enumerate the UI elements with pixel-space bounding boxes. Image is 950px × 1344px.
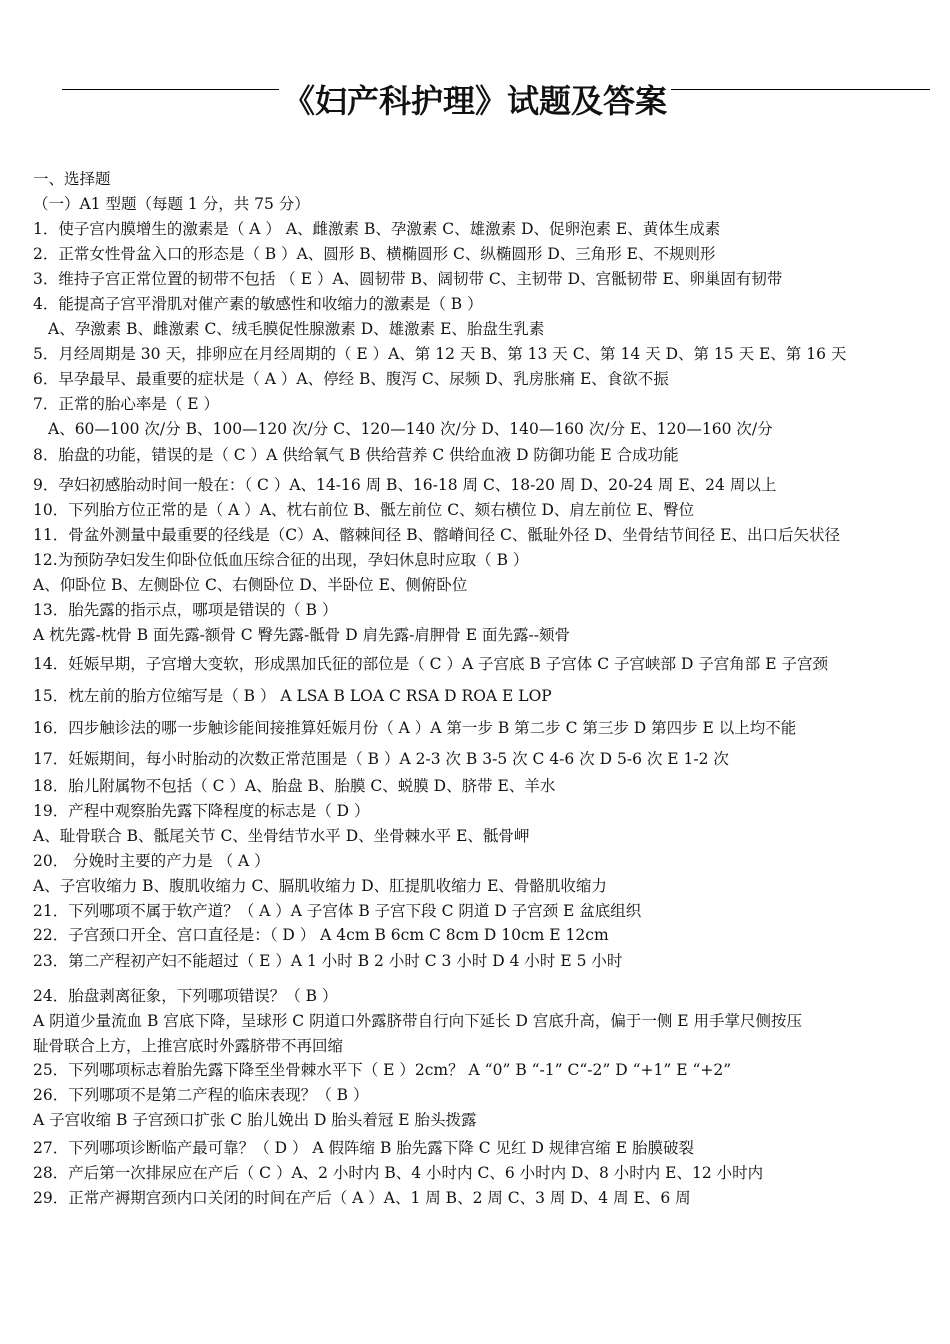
question-line: 24．胎盘剥离征象，下列哪项错误？（ B ）	[33, 987, 338, 1005]
question-line: 21．下列哪项不属于软产道？（ A ）A 子宫体 B 子宫下段 C 阴道 D 子宫颈 E 盆底组织	[33, 902, 642, 920]
question-line: 3．维持子宫正常位置的韧带不包括 （ E ）A、圆韧带 B、阔韧带 C、主韧带 D、宫骶韧带 E、卵巢固有韧带	[33, 270, 783, 288]
question-line: 20． 分娩时主要的产力是 （ A ）	[33, 852, 270, 870]
question-line: 17．妊娠期间，每小时胎动的次数正常范围是（ B ）A 2-3 次 B 3-5 次 C 4-6 次 D 5-6 次 E 1-2 次	[33, 750, 729, 768]
options-line: A 子宫收缩 B 子宫颈口扩张 C 胎儿娩出 D 胎头着冠 E 胎头拨露	[33, 1111, 477, 1129]
question-line: 22．子宫颈口开全、宫口直径是：（ D ） A 4cm B 6cm C 8cm D 10cm E 12cm	[33, 926, 609, 944]
question-line: 11．骨盆外测量中最重要的径线是（C）A、髂棘间径 B、髂嵴间径 C、骶耻外径 D、坐骨结节间径 E、出口后矢状径	[33, 526, 840, 544]
question-line: 5．月经周期是 30 天，排卵应在月经周期的（ E ）A、第 12 天 B、第 13 天 C、第 14 天 D、第 15 天 E、第 16 天	[33, 345, 847, 363]
question-line: 14．妊娠早期，子宫增大变软，形成黑加氏征的部位是（ C ）A 子宫底 B 子宫体 C 子宫峡部 D 子宫角部 E 子宫颈	[33, 655, 828, 673]
section-heading: 一、选择题	[33, 170, 111, 188]
options-line: A 枕先露-枕骨 B 面先露-额骨 C 臀先露-骶骨 D 肩先露-肩胛骨 E 面先露--颏骨	[33, 626, 570, 644]
question-line: 7．正常的胎心率是（ E ）	[33, 395, 220, 413]
question-line: 26．下列哪项不是第二产程的临床表现？（ B ）	[33, 1086, 369, 1104]
question-line: 15．枕左前的胎方位缩写是（ B ） A LSA B LOA C RSA D ROA E LOP	[33, 687, 552, 705]
options-line: A、孕激素 B、雌激素 C、绒毛膜促性腺激素 D、雄激素 E、胎盘生乳素	[48, 320, 545, 338]
options-line: A、子宫收缩力 B、腹肌收缩力 C、膈肌收缩力 D、肛提肌收缩力 E、骨骼肌收缩力	[33, 877, 607, 895]
document-title-text: 《妇产科护理》试题及答案	[279, 82, 671, 120]
question-line: 6．早孕最早、最重要的症状是（ A ）A、停经 B、腹泻 C、尿频 D、乳房胀痛 E、食欲不振	[33, 370, 669, 388]
options-line: A 阴道少量流血 B 宫底下降，呈球形 C 阴道口外露脐带自行向下延长 D 宫底升高，偏于一侧 E 用手掌尺侧按压	[33, 1012, 803, 1030]
options-line: A、仰卧位 B、左侧卧位 C、右侧卧位 D、半卧位 E、侧俯卧位	[33, 576, 468, 594]
question-line: 19．产程中观察胎先露下降程度的标志是（ D ）	[33, 802, 370, 820]
question-line: 28．产后第一次排尿应在产后（ C ）A、2 小时内 B、4 小时内 C、6 小时内 D、8 小时内 E、12 小时内	[33, 1164, 764, 1182]
question-line: 2．正常女性骨盆入口的形态是（ B ）A、圆形 B、横椭圆形 C、纵椭圆形 D、三角形 E、不规则形	[33, 245, 716, 263]
options-line: A、耻骨联合 B、骶尾关节 C、坐骨结节水平 D、坐骨棘水平 E、骶骨岬	[33, 827, 530, 845]
document-title	[0, 76, 950, 126]
question-line: 18．胎儿附属物不包括（ C ）A、胎盘 B、胎膜 C、蜕膜 D、脐带 E、羊水	[33, 777, 556, 795]
options-line: 耻骨联合上方，上推宫底时外露脐带不再回缩	[33, 1037, 344, 1055]
question-line: 10．下列胎方位正常的是（ A ）A、枕右前位 B、骶左前位 C、颏右横位 D、肩左前位 E、臀位	[33, 501, 695, 519]
question-line: 25．下列哪项标志着胎先露下降至坐骨棘水平下（ E ）2cm？ A “0” B “-1” C“-2” D “+1” E “+2”	[33, 1061, 732, 1079]
question-line: 12.为预防孕妇发生仰卧位低血压综合征的出现，孕妇休息时应取（ B ）	[33, 551, 529, 569]
question-line: 29．正常产褥期宫颈内口关闭的时间在产后（ A ）A、1 周 B、2 周 C、3 周 D、4 周 E、6 周	[33, 1189, 691, 1207]
question-line: 27．下列哪项诊断临产最可靠？（ D ） A 假阵缩 B 胎先露下降 C 见红 D 规律宫缩 E 胎膜破裂	[33, 1139, 694, 1157]
question-line: 16．四步触诊法的哪一步触诊能间接推算妊娠月份（ A ）A 第一步 B 第二步 C 第三步 D 第四步 E 以上均不能	[33, 719, 797, 737]
question-line: 4．能提高子宫平滑肌对催产素的敏感性和收缩力的激素是（ B ）	[33, 295, 483, 313]
question-line: 1．使子宫内膜增生的激素是（ A ） A、雌激素 B、孕激素 C、雄激素 D、促卵泡素 E、黄体生成素	[33, 220, 721, 238]
question-line: 8．胎盘的功能，错误的是（ C ）A 供给氧气 B 供给营养 C 供给血液 D 防御功能 E 合成功能	[33, 446, 679, 464]
question-line: 13．胎先露的指示点，哪项是错误的（ B ）	[33, 601, 338, 619]
options-line: A、60—100 次/分 B、100—120 次/分 C、120—140 次/分 D、140—160 次/分 E、120—160 次/分	[48, 420, 773, 438]
subsection-heading: （一）A1 型题（每题 1 分，共 75 分）	[33, 195, 310, 213]
question-line: 23．第二产程初产妇不能超过（ E ）A 1 小时 B 2 小时 C 3 小时 D 4 小时 E 5 小时	[33, 952, 623, 970]
question-line: 9．孕妇初感胎动时间一般在：（ C ）A、14-16 周 B、16-18 周 C、18-20 周 D、20-24 周 E、24 周以上	[33, 476, 777, 494]
